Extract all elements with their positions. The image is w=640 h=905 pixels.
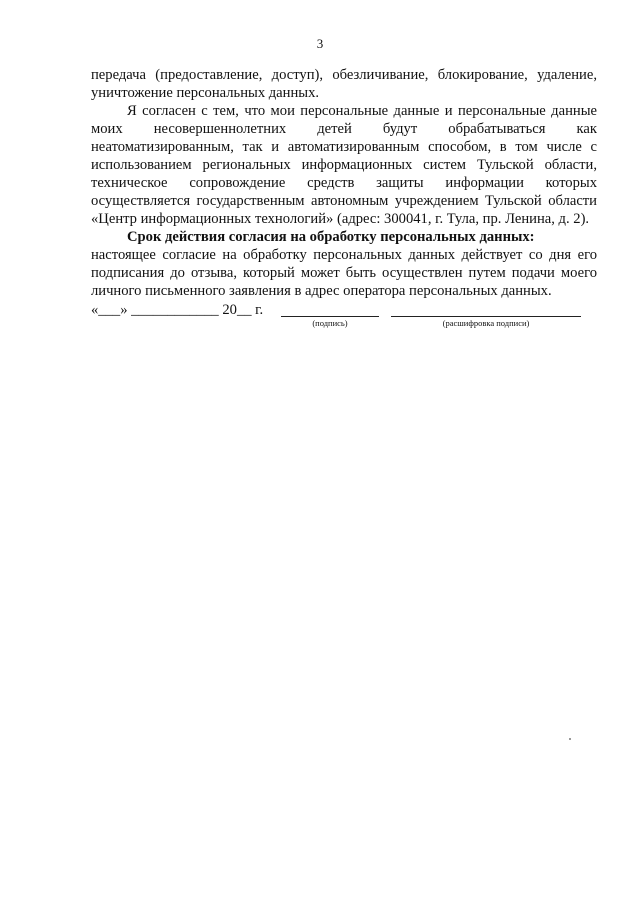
signature-decode-caption: (расшифровка подписи) <box>442 318 530 328</box>
scan-dot <box>569 738 571 740</box>
consent-term-heading: Срок действия согласия на обработку персональных данных: <box>127 229 535 245</box>
document-body <box>91 66 597 329</box>
page-number: 3 <box>316 36 324 51</box>
paragraph-consent-statement: Я согласен с тем, что мои персональные данные и персональные данные моих несовершеннолетних детей будут обрабатываться как неатоматизированным, так и автоматизированным способом, в том числе с использованием региональных информационных систем Тульской области, техническое сопровождение средств защиты информации которых осуществляется государственным автономным учреждением Тульской области «Центр информационных технологий» (адрес: 300041, г. Тула, пр. Ленина, д. 2). <box>91 103 597 227</box>
paragraph-processing-actions: передача (предоставление, доступ), обезличивание, блокирование, удаление, уничтожение персональных данных. <box>91 67 597 101</box>
signature-decode-line <box>391 316 581 317</box>
paragraph-consent-term: настоящее согласие на обработку персональных данных действует со дня его подписания до отзыва, который может быть осуществлен путем подачи моего личного письменного заявления в адрес оператора персональных данных. <box>91 247 597 299</box>
date-blank: «___» ____________ 20__ г. <box>91 302 264 318</box>
signature-row <box>91 301 597 329</box>
signature-line <box>281 316 379 317</box>
signature-caption: (подпись) <box>312 318 348 328</box>
